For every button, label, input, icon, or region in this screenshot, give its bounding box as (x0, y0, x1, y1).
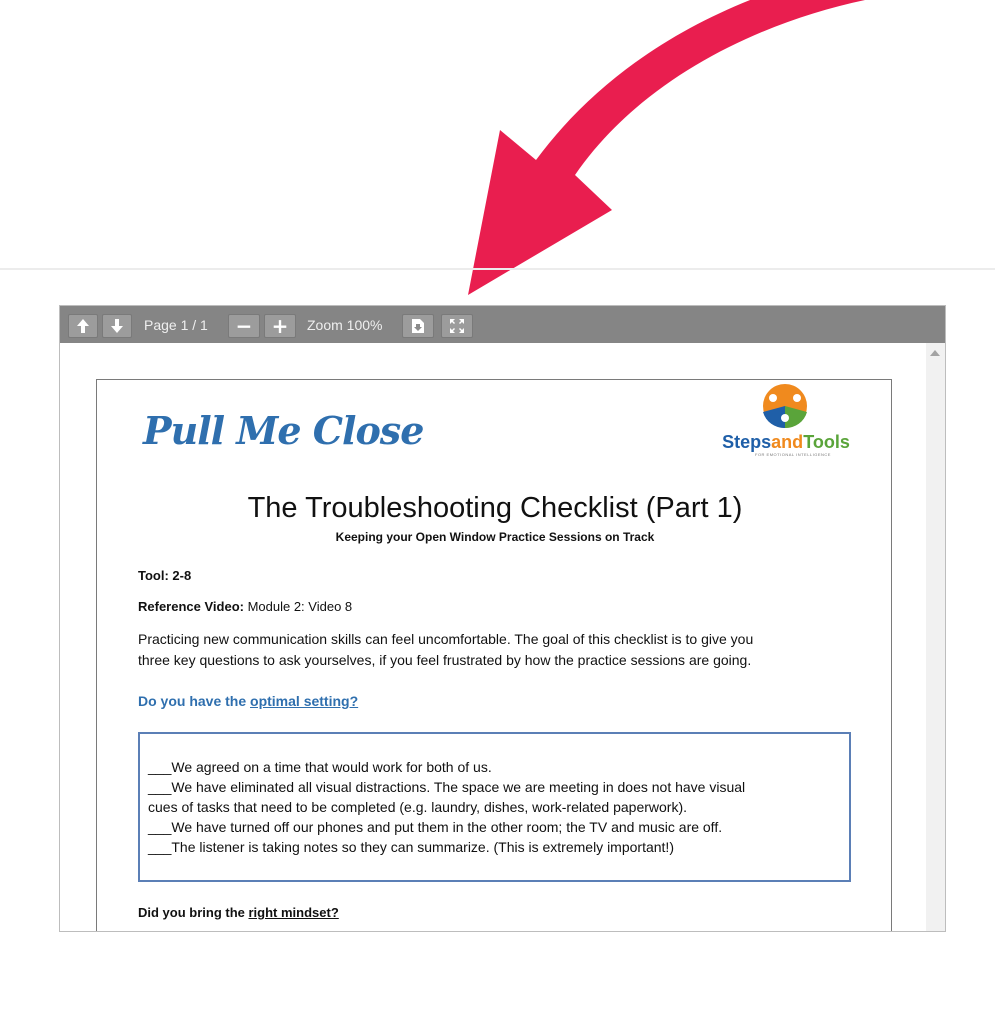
fullscreen-icon (449, 318, 465, 334)
zoom-level: Zoom 100% (307, 317, 383, 333)
pointer-arrow-icon (0, 0, 995, 300)
document-page (96, 379, 892, 932)
reference-video: Reference Video: Module 2: Video 8 (138, 599, 353, 614)
brand-title: Pull Me Close (143, 408, 424, 453)
right-mindset-link[interactable]: right mindset? (248, 905, 339, 920)
arrow-up-icon (76, 318, 90, 334)
logo-tagline: FOR EMOTIONAL INTELLIGENCE (755, 452, 831, 457)
fullscreen-button[interactable] (441, 314, 473, 338)
logo-mark-icon (721, 382, 851, 432)
zoom-in-button[interactable] (264, 314, 296, 338)
arrow-down-icon (110, 318, 124, 334)
checklist-item: ___We agreed on a time that would work for both of us. (148, 759, 492, 775)
zoom-out-button[interactable] (228, 314, 260, 338)
next-page-button[interactable] (102, 314, 132, 338)
tool-number: Tool: 2-8 (138, 568, 192, 583)
minus-icon: − (235, 314, 253, 338)
plus-icon: + (271, 314, 289, 338)
scroll-up-icon[interactable] (930, 350, 940, 356)
intro-paragraph: Practicing new communication skills can feel uncomfortable. The goal of this checklist is to give you three key questions to ask yourselves, if you feel frustrated by how the practice sessions are going. (138, 631, 754, 668)
question-right-mindset: Did you bring the right mindset? (138, 905, 339, 920)
section-divider (0, 268, 995, 270)
checklist-item: ___We have eliminated all visual distractions. The space we are meeting in does not have visual (148, 779, 746, 795)
download-button[interactable] (402, 314, 434, 338)
checklist-item: ___The listener is taking notes so they can summarize. (This is extremely important!) (148, 839, 674, 855)
vertical-scrollbar[interactable] (926, 343, 945, 931)
optimal-setting-link[interactable]: optimal setting? (250, 693, 359, 709)
logo-wordmark: StepsandTools (722, 432, 850, 452)
question-optimal-setting: Do you have the optimal setting? (138, 693, 359, 709)
pdf-viewer (59, 305, 946, 932)
checklist-box (138, 732, 851, 882)
document-title: The Troubleshooting Checklist (Part 1) (247, 492, 743, 524)
download-icon (411, 318, 425, 334)
checklist-item: ___We have turned off our phones and put them in the other room; the TV and music are off. (148, 819, 723, 835)
steps-and-tools-logo (721, 382, 851, 458)
viewer-toolbar (60, 306, 945, 343)
page-indicator: Page 1 / 1 (144, 317, 208, 333)
previous-page-button[interactable] (68, 314, 98, 338)
checklist-item: cues of tasks that need to be completed (e.g. laundry, dishes, work-related paperwork). (148, 799, 688, 815)
document-subtitle: Keeping your Open Window Practice Sessions on Track (335, 530, 655, 544)
